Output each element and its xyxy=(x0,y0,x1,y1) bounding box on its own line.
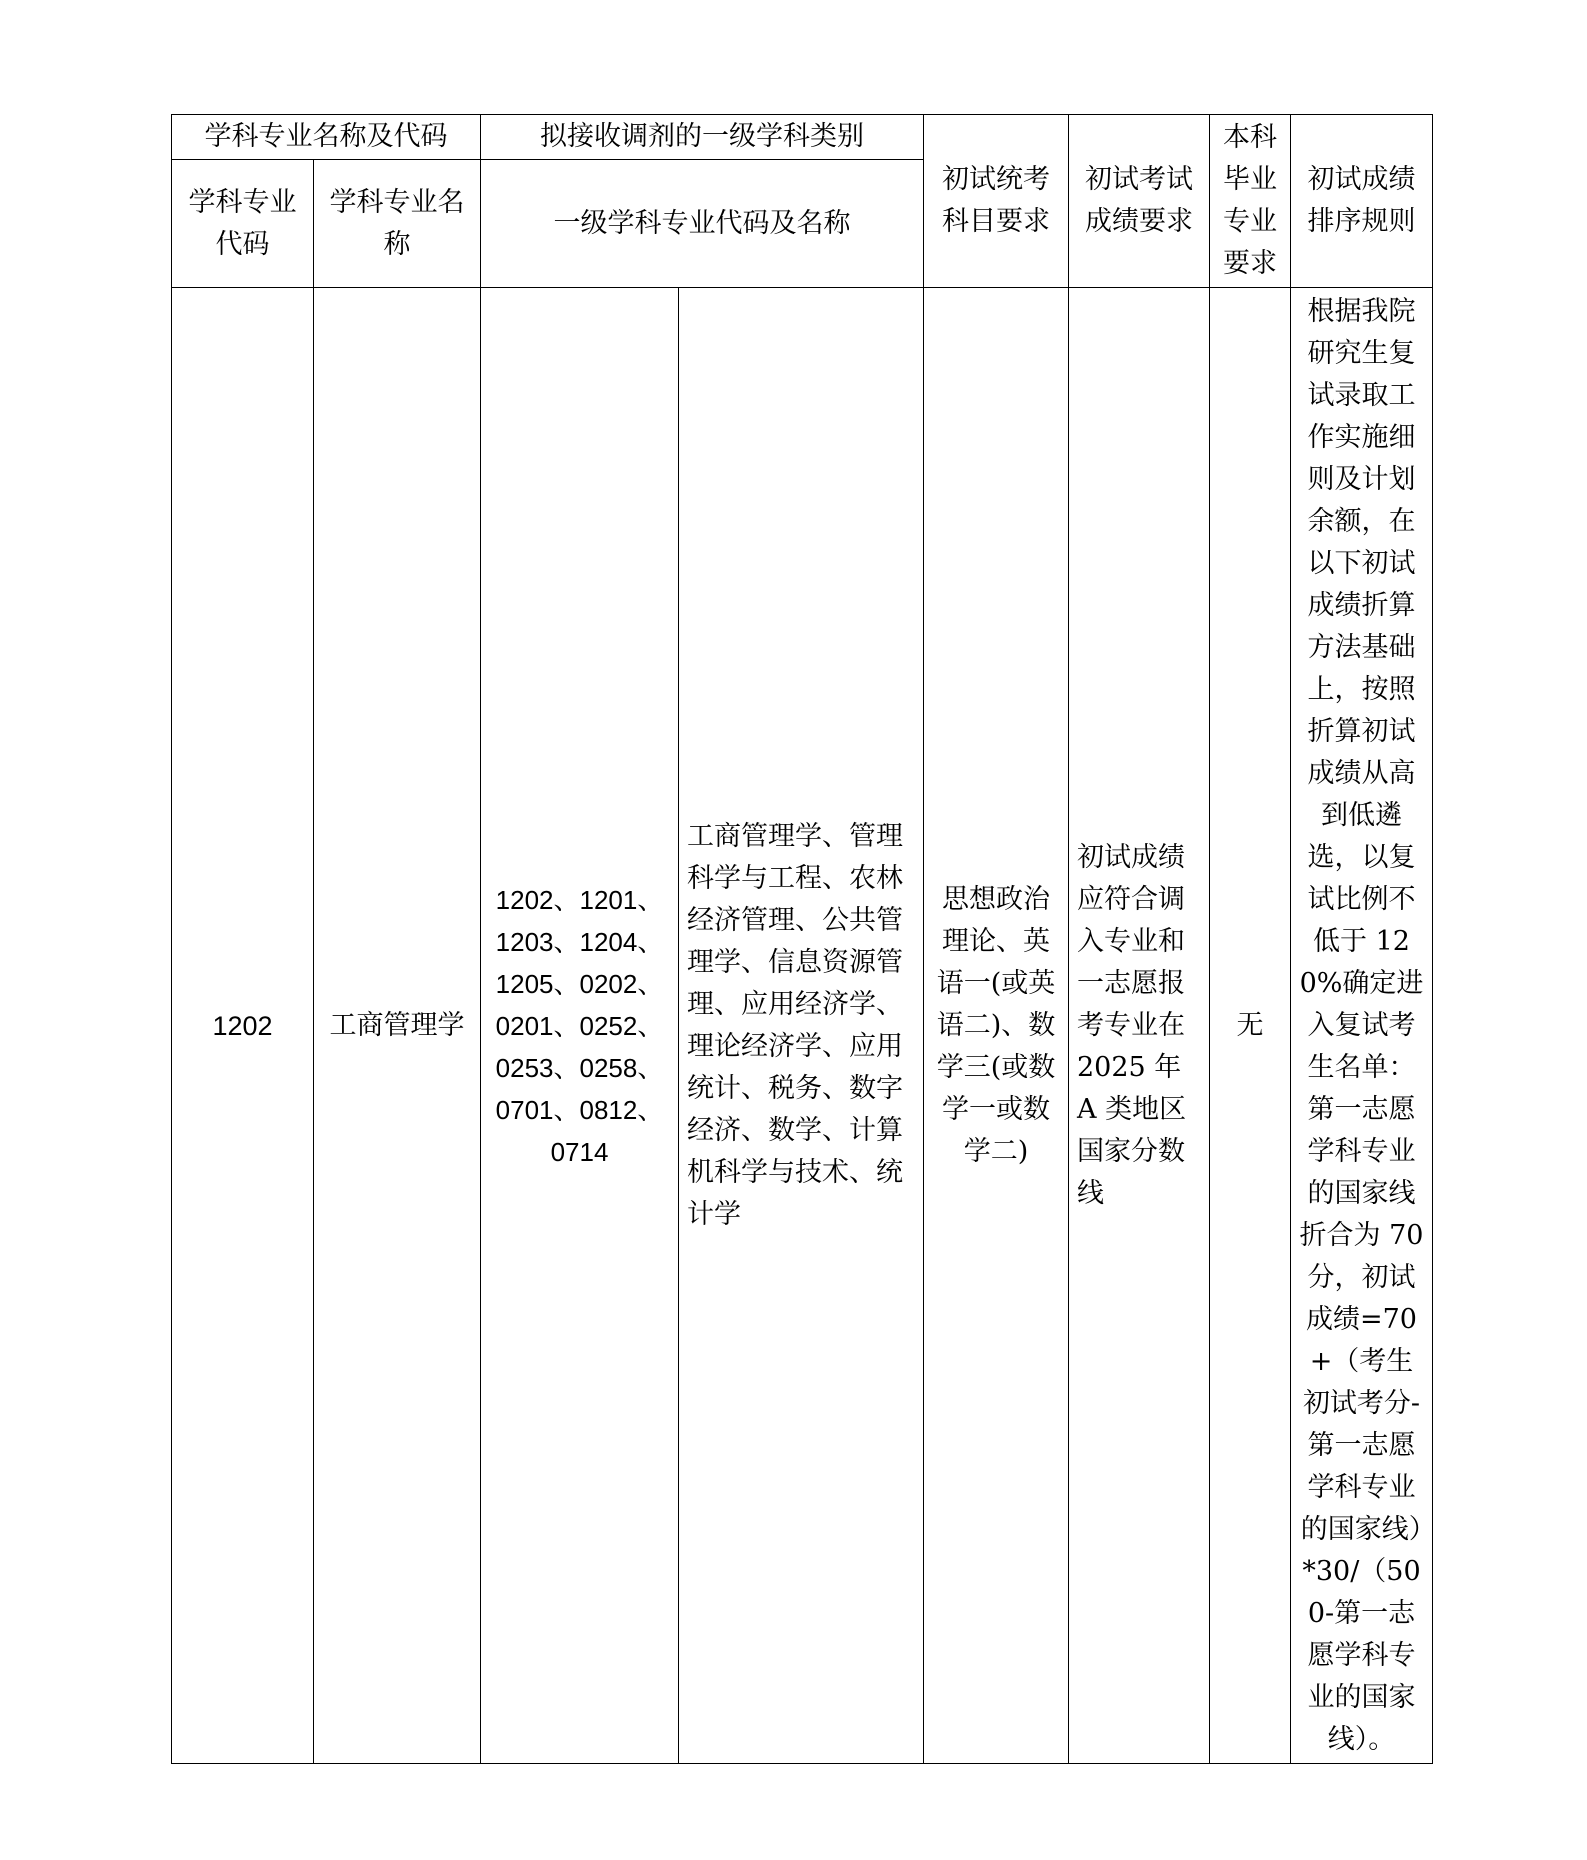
adjustment-table xyxy=(171,114,1433,1764)
header-first-level: 一级学科专业代码及名称 xyxy=(481,160,924,288)
cell-major-code: 1202 xyxy=(172,288,314,1764)
header-score-requirement: 初试考试成绩要求 xyxy=(1069,115,1210,288)
cell-exam-subjects: 思想政治理论、英语一(或英语二)、数学三(或数学一或数学二) xyxy=(924,288,1069,1764)
header-major-group: 学科专业名称及代码 xyxy=(172,115,481,160)
header-major-code: 学科专业代码 xyxy=(172,160,314,288)
cell-major-name: 工商管理学 xyxy=(314,288,481,1764)
cell-ranking-rule: 根据我院研究生复试录取工作实施细则及计划余额，在以下初试成绩折算方法基础上，按照折算初试成绩从高到低遴选，以复试比例不低于 120%确定进入复试考生名单：第一志愿学科专业的国家线折合为 70 分，初试成绩=70+（考生初试考分-第一志愿学科专业的国家线）*30/（500-第一志愿学科专业的国家线）。 xyxy=(1291,288,1433,1764)
header-ranking-rule: 初试成绩排序规则 xyxy=(1291,115,1433,288)
header-exam-subjects: 初试统考科目要求 xyxy=(924,115,1069,288)
cell-discipline-names: 工商管理学、管理科学与工程、农林经济管理、公共管理学、信息资源管理、应用经济学、理论经济学、应用统计、税务、数字经济、数学、计算机科学与技术、统计学 xyxy=(679,288,924,1764)
header-adjust-group: 拟接收调剂的一级学科类别 xyxy=(481,115,924,160)
header-undergrad-requirement: 本科毕业专业要求 xyxy=(1210,115,1291,288)
cell-score-requirement: 初试成绩应符合调入专业和一志愿报考专业在 2025 年 A 类地区国家分数线 xyxy=(1069,288,1210,1764)
cell-undergrad-requirement: 无 xyxy=(1210,288,1291,1764)
header-major-name: 学科专业名称 xyxy=(314,160,481,288)
header-row-1 xyxy=(172,115,1433,160)
cell-discipline-codes: 1202、1201、1203、1204、1205、0202、0201、0252、0253、0258、0701、0812、 0714 xyxy=(481,288,679,1764)
table-row xyxy=(172,288,1433,1764)
